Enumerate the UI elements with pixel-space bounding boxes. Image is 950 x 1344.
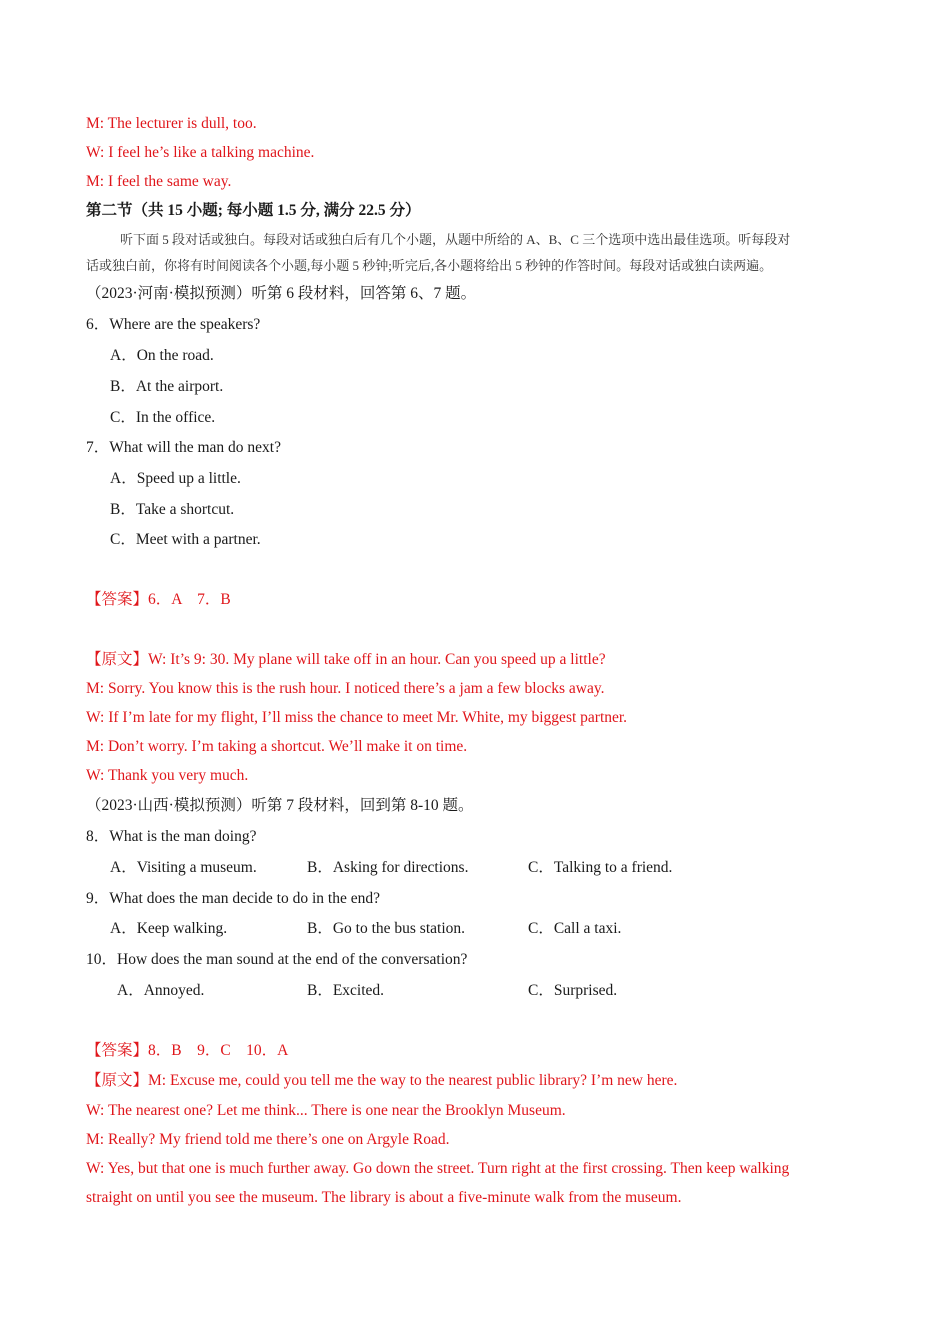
transcript-line: 【原文】W: It’s 9: 30. My plane will take off in an hour. Can you speed up a little? [86, 651, 606, 668]
section-instruction: 话或独白前，你将有时间阅读各个小题,每小题 5 秒钟;听完后,各小题将给出 5 秒钟的作答时间。每段对话或独白读两遍。 [86, 258, 773, 273]
option-c: C．Call a taxi. [528, 920, 622, 937]
question-source: （2023·河南·模拟预测）听第 6 段材料，回答第 6、7 题。 [86, 285, 477, 302]
option-c: C．Meet with a partner. [110, 531, 261, 548]
section-heading: 第二节（共 15 小题; 每小题 1.5 分, 满分 22.5 分） [86, 202, 421, 219]
option-a: A．On the road. [110, 347, 214, 364]
transcript-line: straight on until you see the museum. The library is about a five-minute walk from the museum. [86, 1189, 682, 1206]
intro-line: W: I feel he’s like a talking machine. [86, 144, 315, 161]
option-b: B．Excited. [307, 982, 385, 999]
question-stem: 6．Where are the speakers? [86, 316, 261, 333]
intro-line: M: The lecturer is dull, too. [86, 115, 257, 132]
answer-key: 【答案】8．B 9．C 10．A [86, 1042, 289, 1059]
question-stem: 7．What will the man do next? [86, 439, 281, 456]
option-b: B．Take a shortcut. [110, 501, 235, 518]
transcript-line: W: The nearest one? Let me think... There is one near the Brooklyn Museum. [86, 1102, 566, 1119]
transcript-line: M: Sorry. You know this is the rush hour. I noticed there’s a jam a few blocks away. [86, 680, 605, 697]
question-source: （2023·山西·模拟预测）听第 7 段材料，回到第 8-10 题。 [86, 797, 474, 814]
answer-key: 【答案】6．A 7．B [86, 591, 231, 608]
question-stem: 9．What does the man decide to do in the end? [86, 890, 380, 907]
section-instruction: 听下面 5 段对话或独白。每段对话或独白后有几个小题，从题中所给的 A、B、C 三个选项中选出最佳选项。听每段对 [120, 232, 791, 247]
intro-line: M: I feel the same way. [86, 173, 232, 190]
transcript-line: 【原文】M: Excuse me, could you tell me the way to the nearest public library? I’m new here. [86, 1072, 678, 1089]
option-a: A．Visiting a museum. [110, 859, 257, 876]
question-stem: 10．How does the man sound at the end of the conversation? [86, 951, 468, 968]
transcript-line: M: Really? My friend told me there’s one on Argyle Road. [86, 1131, 450, 1148]
option-c: C．In the office. [110, 409, 216, 426]
option-b: B．Asking for directions. [307, 859, 469, 876]
option-c: C．Talking to a friend. [528, 859, 673, 876]
transcript-line: W: If I’m late for my flight, I’ll miss the chance to meet Mr. White, my biggest partner. [86, 709, 628, 726]
option-c: C．Surprised. [528, 982, 618, 999]
transcript-line: W: Thank you very much. [86, 767, 249, 784]
option-b: B．Go to the bus station. [307, 920, 466, 937]
transcript-line: W: Yes, but that one is much further away. Go down the street. Turn right at the first crossing. Then keep walking [86, 1160, 790, 1177]
option-a: A．Keep walking. [110, 920, 228, 937]
option-b: B．At the airport. [110, 378, 224, 395]
question-stem: 8．What is the man doing? [86, 828, 257, 845]
transcript-line: M: Don’t worry. I’m taking a shortcut. We’ll make it on time. [86, 738, 468, 755]
option-a: A．Annoyed. [117, 982, 205, 999]
option-a: A．Speed up a little. [110, 470, 241, 487]
